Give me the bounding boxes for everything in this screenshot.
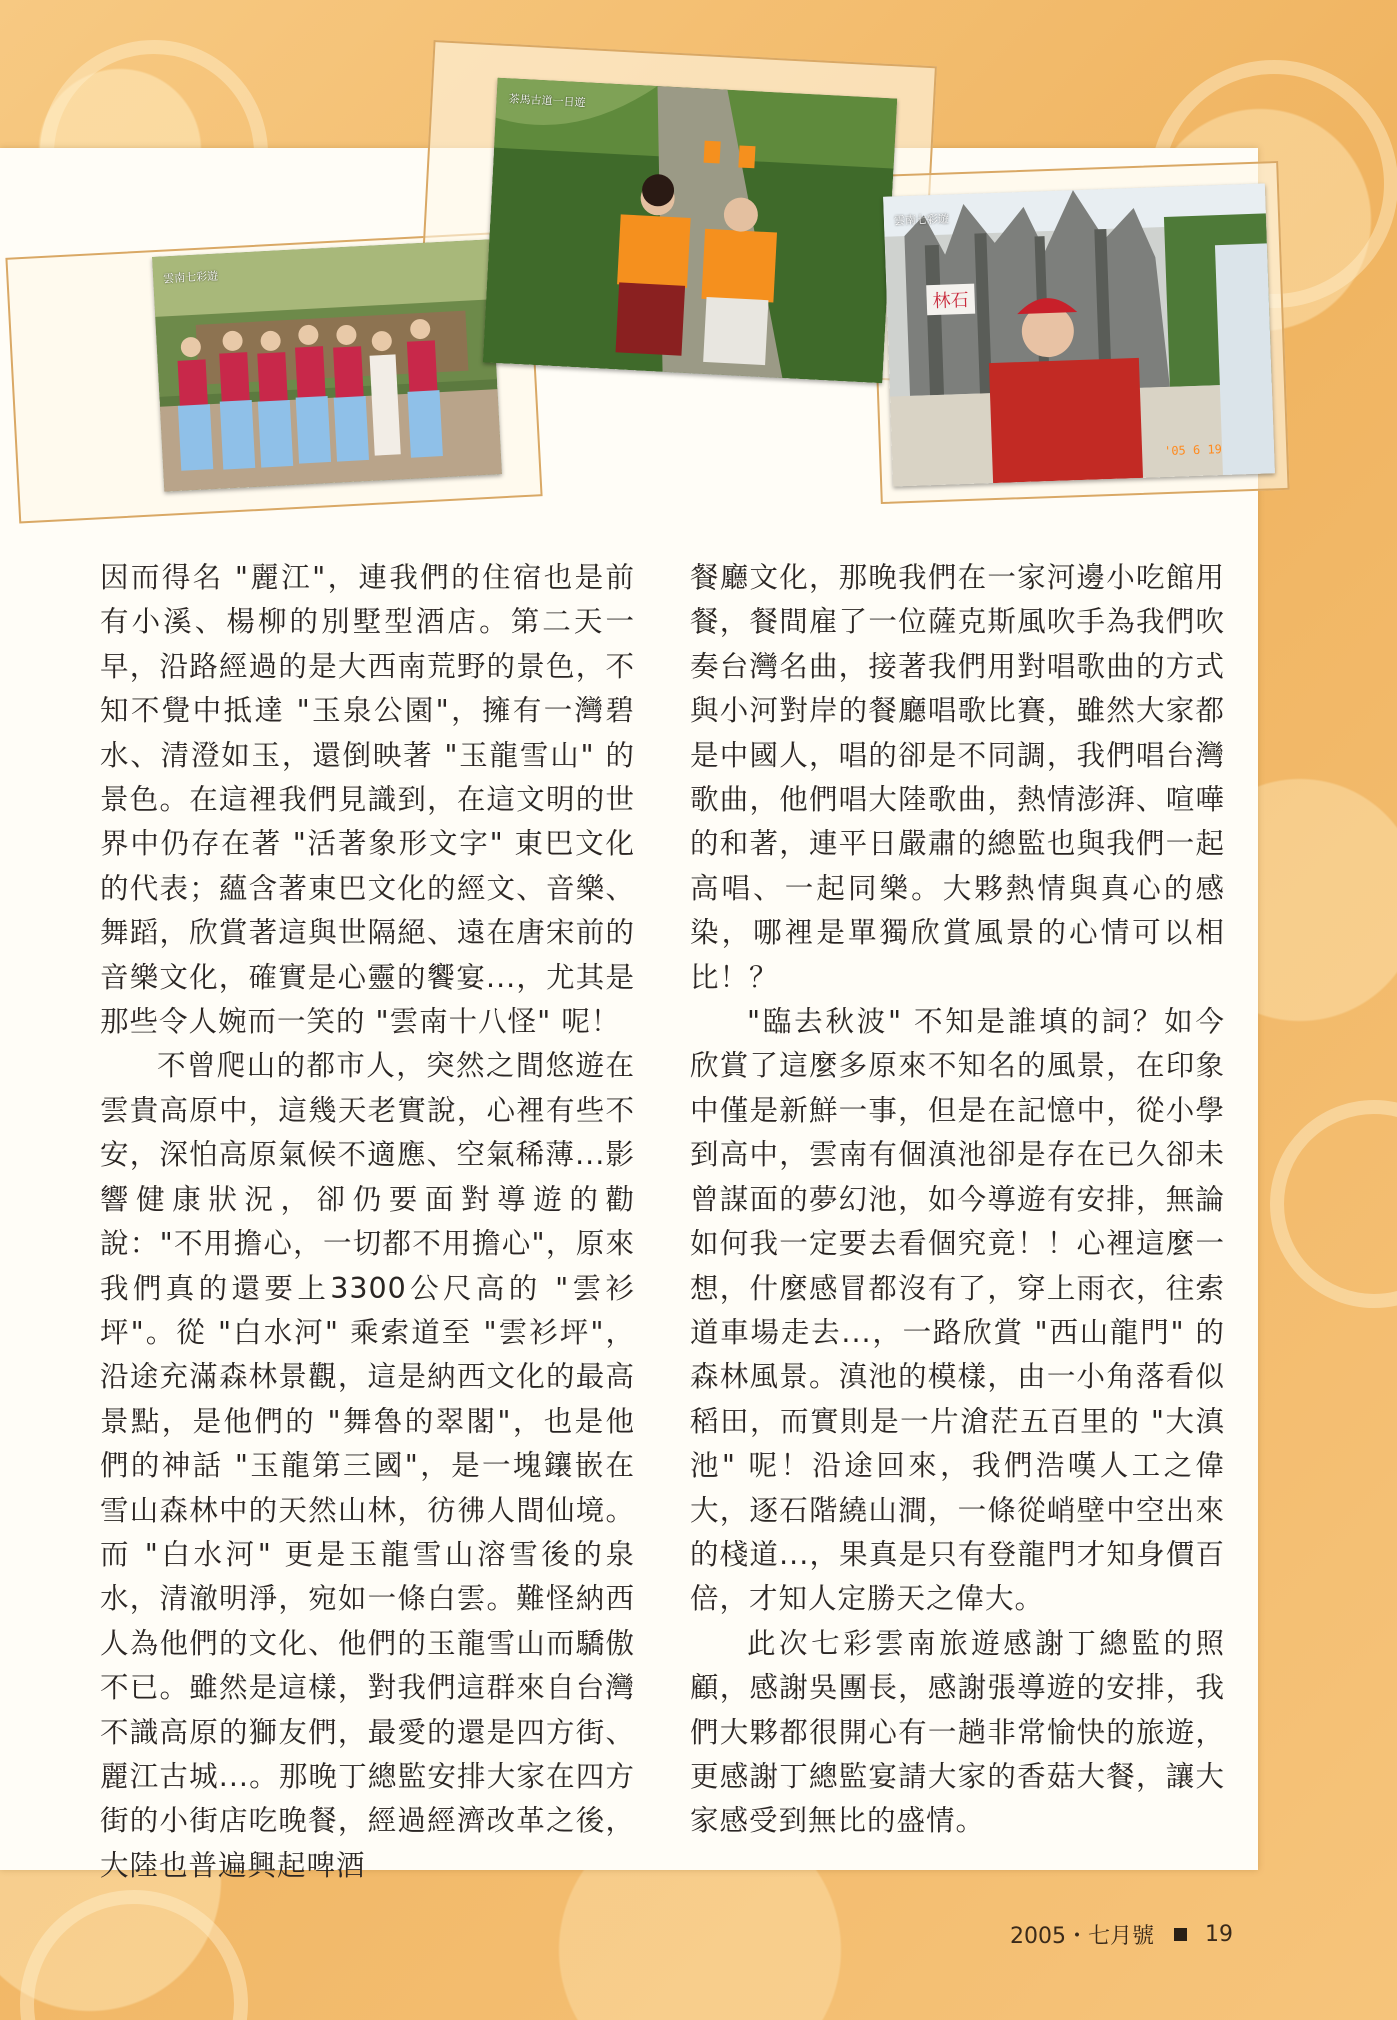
photo-tea-horse-road	[483, 78, 897, 384]
background-swirl-decoration	[20, 1890, 248, 2020]
date-stamp: '05 6 19	[1163, 442, 1223, 459]
photo-naxi-dancers	[152, 239, 502, 491]
article-paragraph: 此次七彩雲南旅遊感謝丁總監的照顧，感謝吳團長，感謝張導遊的安排，我們大夥都很開心有一趟非常愉快的旅遊，更感謝丁總監宴請大家的香菇大餐，讓大家感受到無比的盛情。	[690, 1626, 1225, 1838]
article-paragraph: "臨去秋波" 不知是誰填的詞？如今欣賞了這麼多原來不知名的風景，在印象中僅是新鮮一事，但是在記憶中，從小學到高中，雲南有個滇池卻是存在已久卻未曾謀面的夢幻池，如今導遊有安排，無論如何我一定要去看個究竟！！心裡這麼一想，什麼感冒都沒有了，穿上雨衣，往索道車場走去...，一路欣賞 "西山龍門" 的森林風景。滇池的模樣，由一小角落看似稻田，而實則是一片滄茫五百里的 "大滇池" 呢！沿途回來，我們浩嘆人工之偉大，逐石階繞山澗，一條從峭壁中空出來的棧道...，果真是只有登龍門才知身價百倍，才知人定勝天之偉大。	[690, 1005, 1225, 1616]
article-paragraph: 餐廳文化，那晚我們在一家河邊小吃館用餐，餐間雇了一位薩克斯風吹手為我們吹奏台灣名曲，接著我們用對唱歌曲的方式與小河對岸的餐廳唱歌比賽，雖然大家都是中國人，唱的卻是不同調，我們唱台灣歌曲，他們唱大陸歌曲，熱情澎湃、喧嘩的和著，連平日嚴肅的總監也與我們一起高唱、一起同樂。大夥熱情與真心的感染，哪裡是單獨欣賞風景的心情可以相比！？	[690, 561, 1225, 994]
page-number: 19	[1205, 1921, 1233, 1947]
sign-text: 林石	[932, 289, 970, 313]
square-bullet-icon	[1174, 1928, 1187, 1941]
article-column-left	[100, 556, 635, 1888]
article-column-right	[690, 556, 1225, 1844]
photo-stone-forest	[883, 183, 1275, 486]
photo-caption: 雲南七彩遊	[893, 212, 950, 228]
background-swirl-decoration	[1270, 1100, 1397, 1308]
photo-caption: 雲南七彩遊	[162, 269, 219, 286]
issue-label: 2005・七月號	[1010, 1923, 1154, 1949]
article-paragraph: 因而得名 "麗江"，連我們的住宿也是前有小溪、楊柳的別墅型酒店。第二天一早，沿路經過的是大西南荒野的景色，不知不覺中抵達 "玉泉公園"，擁有一灣碧水、清澄如玉，還倒映著 "玉龍雪山" 的景色。在這裡我們見識到，在這文明的世界中仍存在著 "活著象形文字" 東巴文化的代表；蘊含著東巴文化的經文、音樂、舞蹈，欣賞著這與世隔絕、遠在唐宋前的音樂文化，確實是心靈的饗宴...，尤其是那些令人婉而一笑的 "雲南十八怪" 呢！	[100, 561, 635, 1039]
page-footer	[1010, 1918, 1233, 1950]
photo-caption: 茶馬古道一日遊	[508, 92, 586, 110]
article-paragraph: 不曾爬山的都市人，突然之間悠遊在雲貴高原中，這幾天老實說，心裡有些不安，深怕高原氣候不適應、空氣稀薄...影響健康狀況，卻仍要面對導遊的勸說："不用擔心，一切都不用擔心"，原來我們真的還要上3300公尺高的 "雲衫坪"。從 "白水河" 乘索道至 "雲衫坪"，沿途充滿森林景觀，這是納西文化的最高景點，是他們的 "舞魯的翠閣"，也是他們的神話 "玉龍第三國"，是一塊鑲嵌在雪山森林中的天然山林，彷彿人間仙境。而 "白水河" 更是玉龍雪山溶雪後的泉水，清澈明淨，宛如一條白雲。難怪納西人為他們的文化、他們的玉龍雪山而驕傲不已。雖然是這樣，對我們這群來自台灣不識高原的獅友們，最愛的還是四方街、麗江古城...。那晚丁總監安排大家在四方街的小街店吃晚餐，經過經濟改革之後，大陸也普遍興起啤酒	[100, 1049, 635, 1882]
